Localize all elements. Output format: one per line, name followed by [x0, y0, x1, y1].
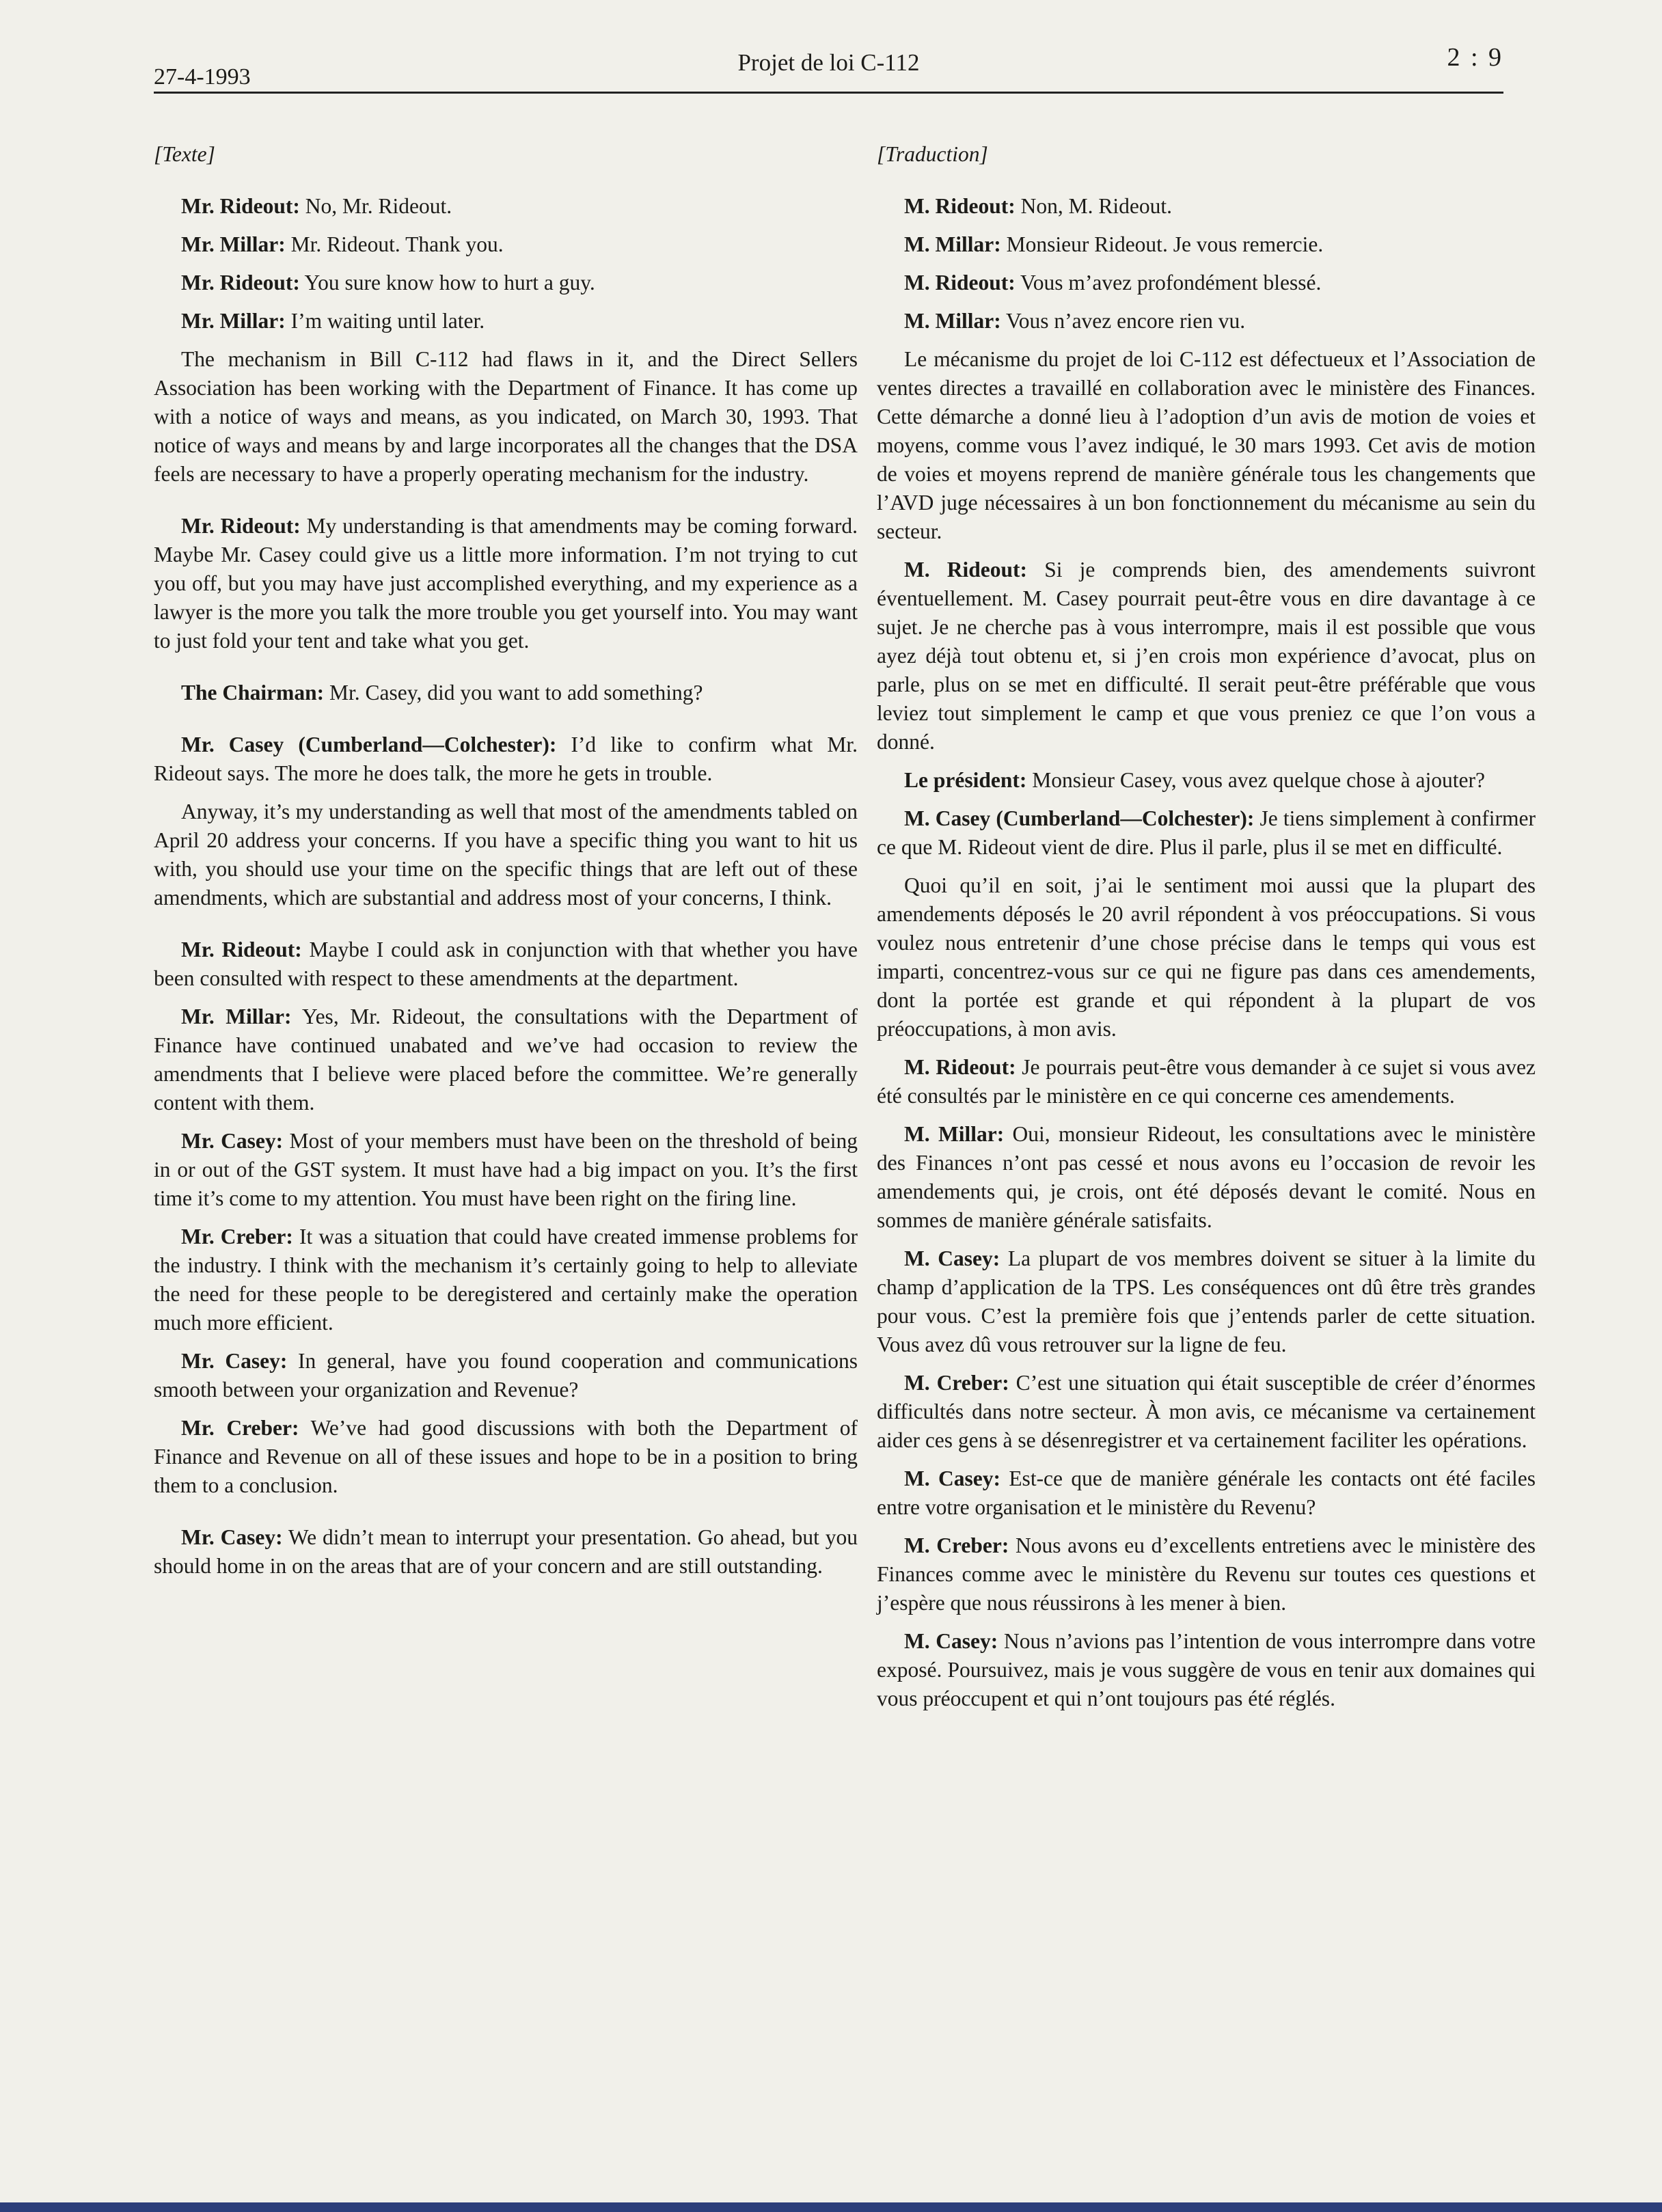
speech: I’d like to confirm what Mr. Rideout says. The more he does talk, the more he gets in trouble.: [154, 733, 858, 785]
speaker: M. Creber:: [904, 1533, 1009, 1557]
speech: Mr. Casey, did you want to add something?: [324, 681, 703, 705]
speaker: M. Rideout:: [904, 1055, 1016, 1079]
speaker: M. Millar:: [904, 309, 1001, 333]
speech: Le mécanisme du projet de loi C-112 est défectueux et l’Association de ventes directes a travaillé en collaboration avec le ministère des Finances. Cette démarche a donné lieu à l’adoption d’un avis de motion de voies et moyens, comme vous l’avez indiqué, le 30 mars 1993. Cet avis de motion de voies et moyens reprend de manière générale tous les changements que l’AVD juge nécessaires à un bon fonctionnement du mécanisme au sein du secteur.: [877, 347, 1536, 543]
speech: The mechanism in Bill C-112 had flaws in it, and the Direct Sellers Association has been working with the Department of Finance. It has come up with a notice of ways and means, as you indicated, on March 30, 1993. That notice of ways and means by and large incorporates all the changes that the DSA feels are necessary to have a properly operating mechanism for the industry.: [154, 347, 858, 486]
speaker: Mr. Creber:: [181, 1416, 299, 1440]
paragraph: [877, 1120, 1536, 1235]
speaker: Mr. Casey:: [181, 1525, 283, 1549]
paragraph: [154, 230, 858, 259]
paragraph: [154, 1523, 858, 1581]
paragraph: [154, 1002, 858, 1117]
speech: Monsieur Casey, vous avez quelque chose à ajouter?: [1026, 768, 1485, 792]
speech: We’ve had good discussions with both the Department of Finance and Revenue on all of these issues and hope to be in a position to bring them to a conclusion.: [154, 1416, 858, 1497]
paragraph: [154, 192, 858, 221]
paragraph: [877, 871, 1536, 1043]
paragraph: [154, 307, 858, 336]
speaker: M. Casey:: [904, 1629, 998, 1653]
speaker: M. Casey (Cumberland—Colchester):: [904, 806, 1255, 830]
paragraph: [877, 192, 1536, 221]
speech: Anyway, it’s my understanding as well that most of the amendments tabled on April 20 address your concerns. If you have a specific thing you want to hit us with, you should use your time on the specific things that are left out of these amendments, which are substantial and address most of your concerns, I think.: [154, 800, 858, 910]
speech: We didn’t mean to interrupt your presentation. Go ahead, but you should home in on the areas that are of your concern and are still outstanding.: [154, 1525, 858, 1578]
paragraph: [877, 556, 1536, 756]
speaker: M. Rideout:: [904, 271, 1016, 295]
paragraph: [154, 679, 858, 707]
speech: La plupart de vos membres doivent se situer à la limite du champ d’application de la TPS. Les conséquences ont dû être très grandes pour vous. C’est la première fois que j’entends parler de cette situation. Vous avez dû vous retrouver sur la ligne de feu.: [877, 1246, 1536, 1356]
speaker: M. Casey:: [904, 1466, 1000, 1490]
speaker: M. Casey:: [904, 1246, 1000, 1270]
speech: Si je comprends bien, des amendements suivront éventuellement. M. Casey pourrait peut-être vous en dire davantage à ce sujet. Je ne cherche pas à vous interrompre, mais il est possible que vous ayez déjà tout obtenu et, si j’en crois mon expérience d’avocat, plus on parle, plus on se met en difficulté. Il serait peut-être préférable que vous leviez tout simplement le camp et que vous preniez ce que l’on vous a donné.: [877, 558, 1536, 754]
speaker: Mr. Casey:: [181, 1349, 288, 1373]
header-date: 27-4-1993: [154, 64, 251, 90]
paragraph: [154, 797, 858, 912]
speech: Mr. Rideout. Thank you.: [285, 232, 504, 256]
paragraph: [877, 1627, 1536, 1713]
paragraph: [877, 1053, 1536, 1110]
paragraph: [154, 936, 858, 993]
page-header: [154, 42, 1503, 92]
paragraph: [154, 345, 858, 489]
speaker: Le président:: [904, 768, 1027, 792]
speaker: Mr. Rideout:: [181, 194, 300, 218]
paragraph: [877, 307, 1536, 336]
paragraph: [154, 1414, 858, 1500]
speech: Nous avons eu d’excellents entretiens avec le ministère des Finances comme avec le ministère du Revenu sur toutes ces questions et j’espère que nous réussirons à les mener à bien.: [877, 1533, 1536, 1615]
speech: It was a situation that could have created immense problems for the industry. I think with the mechanism it’s certainly going to help to alleviate the need for these people to be deregistered and certainly make the operation much more efficient.: [154, 1225, 858, 1335]
speaker: M. Rideout:: [904, 194, 1016, 218]
header-page-number: 2 : 9: [1447, 43, 1503, 72]
speech: Monsieur Rideout. Je vous remercie.: [1000, 232, 1324, 256]
paragraph: [154, 730, 858, 788]
header-rule: [154, 92, 1503, 94]
scan-edge-band: [0, 2202, 1662, 2212]
speech: Vous n’avez encore rien vu.: [1000, 309, 1246, 333]
speaker: M. Millar:: [904, 232, 1001, 256]
speech: Maybe I could ask in conjunction with that whether you have been consulted with respect to these amendments at the department.: [154, 938, 858, 990]
speaker: M. Creber:: [904, 1371, 1009, 1395]
speech: Est-ce que de manière générale les contacts ont été faciles entre votre organisation et le ministère du Revenu?: [877, 1466, 1536, 1519]
paragraph: [154, 1223, 858, 1337]
speech: Yes, Mr. Rideout, the consultations with the Department of Finance have continued unabated and we’ve had occasion to review the amendments that I believe were placed before the committee. We’re generally content with them.: [154, 1005, 858, 1115]
speech: Vous m’avez profondément blessé.: [1015, 271, 1322, 295]
speaker: Mr. Millar:: [181, 232, 286, 256]
speech: Oui, monsieur Rideout, les consultations avec le ministère des Finances n’ont pas cessé et nous avons eu l’occasion de revoir les amendements qui, je crois, ont été déposés devant le comité. Nous en sommes de manière générale satisfaits.: [877, 1122, 1536, 1232]
speaker: The Chairman:: [181, 681, 325, 705]
english-column: [154, 140, 858, 1590]
paragraph: [877, 1531, 1536, 1617]
paragraph: [877, 804, 1536, 862]
speaker: M. Rideout:: [904, 558, 1028, 582]
speaker: Mr. Rideout:: [181, 514, 301, 538]
paragraph: [877, 1464, 1536, 1522]
speech: Je pourrais peut-être vous demander à ce sujet si vous avez été consultés par le ministère en ce qui concerne ces amendements.: [877, 1055, 1536, 1108]
column-tag: [Traduction]: [877, 142, 988, 166]
paragraph: [877, 1244, 1536, 1359]
paragraph: [154, 1347, 858, 1404]
paragraph: [877, 345, 1536, 546]
speaker: Mr. Casey:: [181, 1129, 284, 1153]
speaker: Mr. Rideout:: [181, 938, 302, 961]
paragraph: [877, 766, 1536, 795]
speech: My understanding is that amendments may be coming forward. Maybe Mr. Casey could give us a little more information. I’m not trying to cut you off, but you may have just accomplished everything, and my experience as a lawyer is the more you talk the more trouble you get yourself into. You may want to just fold your tent and take what you get.: [154, 514, 858, 653]
header-title: Projet de loi C-112: [737, 49, 920, 76]
paragraph: [877, 269, 1536, 297]
paragraph: [154, 1127, 858, 1213]
speaker: M. Millar:: [904, 1122, 1005, 1146]
speech: Most of your members must have been on the threshold of being in or out of the GST system. It must have had a big impact on you. It’s the first time it’s come to my attention. You must have been right on the firing line.: [154, 1129, 858, 1210]
speaker: Mr. Millar:: [181, 1005, 292, 1028]
paragraph: [154, 269, 858, 297]
paragraph: [877, 230, 1536, 259]
speech: C’est une situation qui était susceptible de créer d’énormes difficultés dans notre secteur. À mon avis, ce mécanisme va certainement aider ces gens à se désenregistrer et va certainement faciliter les opérations.: [877, 1371, 1536, 1452]
speech: Je tiens simplement à confirmer ce que M. Rideout vient de dire. Plus il parle, plus il se met en difficulté.: [877, 806, 1536, 859]
speech: No, Mr. Rideout.: [299, 194, 452, 218]
column-tag: [Texte]: [154, 142, 215, 166]
speaker: Mr. Rideout:: [181, 271, 300, 295]
speech: Non, M. Rideout.: [1015, 194, 1172, 218]
paragraph: [877, 1369, 1536, 1455]
french-column: [877, 140, 1536, 1723]
speech: Nous n’avions pas l’intention de vous interrompre dans votre exposé. Poursuivez, mais je vous suggère de vous en tenir aux domaines qui vous préoccupent et qui n’ont toujours pas été réglés.: [877, 1629, 1536, 1710]
speech: You sure know how to hurt a guy.: [299, 271, 595, 295]
speech: Quoi qu’il en soit, j’ai le sentiment moi aussi que la plupart des amendements déposés le 20 avril répondent à vos préoccupations. Si vous voulez nous entretenir d’une chose précise dans le temps qui vous est imparti, concentrez-vous sur ce qui ne figure pas dans ces amendements, dont la portée est grande et qui répondent à la plupart de vos préoccupations, à mon avis.: [877, 873, 1536, 1041]
speech: In general, have you found cooperation and communications smooth between your organization and Revenue?: [154, 1349, 858, 1402]
speech: I’m waiting until later.: [285, 309, 485, 333]
speaker: Mr. Millar:: [181, 309, 286, 333]
paragraph: [154, 512, 858, 655]
speaker: Mr. Creber:: [181, 1225, 293, 1248]
speaker: Mr. Casey (Cumberland—Colchester):: [181, 733, 557, 756]
